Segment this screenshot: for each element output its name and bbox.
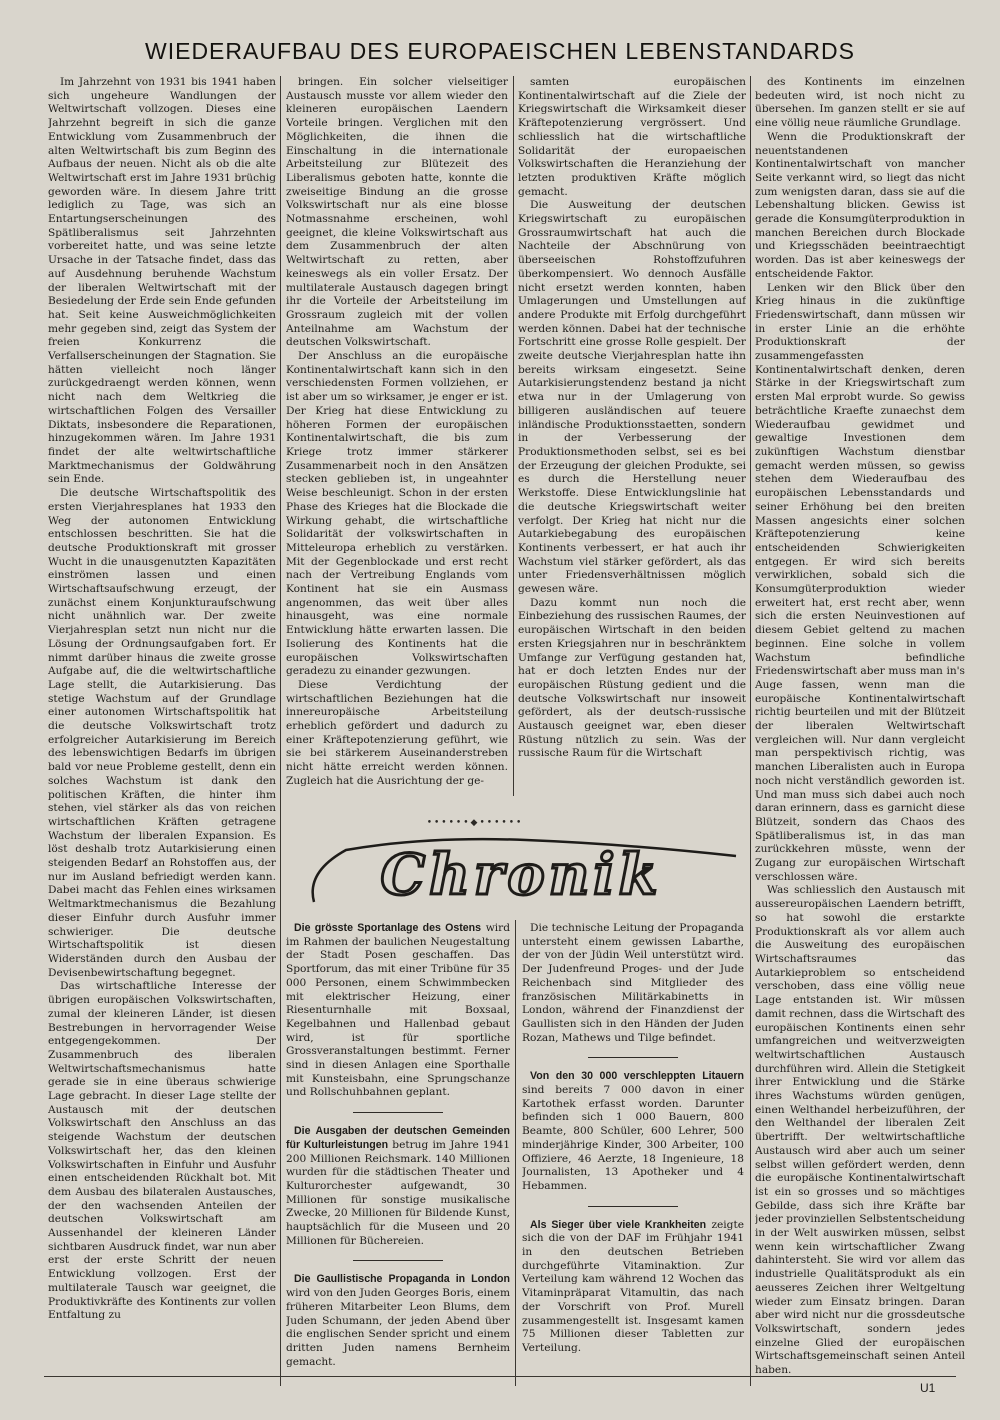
chronik-logo <box>296 832 746 912</box>
article-paragraph: Das wirtschaftliche Interesse der übrigen europäischen Volkswirtschaften, zumal der kleineren Länder, ist diesen Bestrebungen in hervorragender Weise entgegengekommen. Der Zusammenbruch des liberalen Weltwirtschaftsmechanismus hatte gerade sie in eine überaus schwierige Lage gebracht. In dieser Lage stellte der Austausch mit der deutschen Volkswirtschaft den Anschluss an das steigende Wachstum der deutschen Volkswirtschaft her, das den kleinen Volkswirtschaften in Einfuhr und Ausfuhr einen entscheidenden Rückhalt bot. Mit dem Ausbau des bilateralen Austausches, der den wachsenden Anteilen der deutschen Volkswirtschaft am Aussenhandel der kleineren Länder sichtbaren Ausdruck findet, war nun aber erst der erste Schritt der neuen Entwicklung vollzogen. Erst der multilaterale Tausch war geeignet, die Produktivkräfte des Kontinents zur vollen Entfaltung zu <box>48 980 276 1322</box>
article-paragraph: samten europäischen Kontinentalwirtschaft auf die Ziele der Kriegswirtschaft die Wirksamkeit dieser Kräftepotenzierung vergrössert. Und schliesslich hat die wirtschaftliche Solidarität der europaeischen Volkswirtschaften die Heranziehung der letzten produktiven Kräfte möglich gemacht. <box>518 76 746 198</box>
article-column-1 <box>48 76 276 1376</box>
chronik-item <box>286 1125 510 1248</box>
article-paragraph: Was schliesslich den Austausch mit aussereuropäischen Laendern betrifft, so hat sowohl die erstarkte Produktionskraft als vor allem auch die Ausweitung des europäischen Wirtschaftsraumes das Autarkieproblem so entscheidend verschoben, dass eine völlig neue Lage entstanden ist. Wir müssen damit rechnen, dass die Wirtschaft des europäischen Kontinents einen sehr umfangreichen und weitverzweigten weltwirtschaftlichen Austausch durchführen wird. Allein die Stetigkeit ihrer Entwicklung und die Stärke ihres Wachstums würden genügen, einen Welthandel herbeizuführen, der den Welthandel der liberalen Zeit übertrifft. Der weltwirtschaftliche Austausch wird aber auch um seiner selbst willen gefördert werden, denn die europäische Kontinentalwirtschaft ist ein so grosses und so mächtiges Gebilde, dass sich ihre Kräfte bar jeder provinziellen Selbstentscheidung in der Welt auswirken müssen, selbst wenn kein wirtschaftlicher Zwang dahintersteht. Sie wird vor allem das industrielle Qualitätsprodukt als ein aeusseres Zeichen ihrer Weltgeltung wieder zum Einsatz bringen. Daran aber wird nicht nur die grossdeutsche Volkswirtschaft, sondern jedes einzelne Glied der europäischen Wirtschaftsgemeinschaft seinen Anteil haben. <box>755 884 965 1376</box>
article-paragraph: Im Jahrzehnt von 1931 bis 1941 haben sich ungeheure Wandlungen der Weltwirtschaft vollzogen. Dieses eine Jahrzehnt begreift in sich die ganze Entwicklung vom Zusammenbruch der alten Weltwirtschaft bis zum Beginn des Aufbaus der neuen. Nicht als ob die alte Weltwirtschaft erst im Jahre 1931 brüchig geworden wäre. In diesem Jahre tritt lediglich zu Tage, was sich an Entartungserscheinungen des Spätliberalismus seit Jahrzehnten vorbereitet hatte, und was seine letzte Ursache in der Tatsache findet, dass das auf Ausdehnung beruhende Wachstum der liberalen Weltwirtschaft mit der Besiedelung der Erde sein Ende gefunden hat. Seit keine Ausweichmöglichkeiten mehr gegeben sind, zeigt das System der freien Konkurrenz die Verfallserscheinungen der Stagnation. Sie hätten vielleicht noch länger zurückgedraengt werden können, wenn nicht nach dem Weltkrieg die wirtschaftlichen Folgen des Versailler Diktats, insbesondere die Reparationen, hinzugekommen wären. Im Jahre 1931 findet der alte weltwirtschaftliche Marktmechanismus der Goldwährung sein Ende. <box>48 76 276 486</box>
ornament-divider: ••••••◆•••••• <box>426 818 524 828</box>
chronik-item-text: zeigte sich die von der DAF im Frühjahr 1941 in den deutschen Betrieben durchgeführte Vitaminaktion. Zur Verteilung kam während 12 Wochen das Vitaminpräparat Vitamultin, das nach der Vorschrift von Prof. Murell zusammengestellt ist. Insgesamt kamen 75 Millionen dieser Tabletten zur Verteilung. <box>522 1218 744 1354</box>
chronik-column-left <box>286 922 510 1374</box>
chronik-item-lead: Die Ausgaben der deutschen Gemeinden für Kulturleistungen <box>286 1125 510 1151</box>
article-paragraph: Die deutsche Wirtschaftspolitik des ersten Vierjahresplanes hat 1933 den Weg der autonomen Entwicklung entschlossen beschritten. Sie hat die deutsche Produktionskraft mit grosser Wucht in die unausgenutzten Kapazitäten einströmen lassen und einen Wirtschaftsaufschwung erzeugt, der zunächst einem Konjunkturaufschwung nicht unähnlich war. Der zweite Vierjahresplan setzt nun nicht nur die Lösung der Ordnungsaufgaben fort. Er nimmt darüber hinaus die zweite grosse Aufgabe auf, die die weltwirtschaftliche Lage stellt, die Autarkisierung. Das stetige Wachstum auf der Grundlage einer autonomen Wirtschaftspolitik hat die deutsche Volkswirtschaft trotz erfolgreicher Autarkisierung im Bereich des lebenswichtigen Bedarfs im übrigen bald vor neue Probleme gestellt, denn ein solches Wachstum ist dank den politischen Kräften, die hinter ihm stehen, viel stärker als das von reichen wirtschaftlichen Kräften getragene Wachstum der liberalen Expansion. Es löst deshalb trotz Autarkisierung einen steigenden Bedarf an Rohstoffen aus, der nur im Ausland befriedigt werden kann. Dabei macht das Fehlen eines wirksamen Weltmarktmechanismus die Bezahlung dieser Einfuhr durch Ausfuhr immer schwieriger. Die deutsche Wirtschaftspolitik ist diesen Widerständen durch den Ausbau der Devisenbewirtschaftung begegnet. <box>48 487 276 979</box>
chronik-item-text: Die technische Leitung der Propaganda untersteht einem gewissen Labarthe, der von der Jüdin Weil unterstützt wird. Der Judenfreund Proges- und der Jude Reichenbach sind Mitglieder des französischen Militärkabinetts in London, während der Finanzdienst der Gaullisten sich in den Händen der Juden Rozan, Mathews und Tilge befindet. <box>522 922 744 1044</box>
article-paragraph: Diese Verdichtung der wirtschaftlichen Beziehungen hat die innereuropäische Arbeitsteilung erheblich gefördert und dadurch zu einer Kräftepotenzierung geführt, wie sie bei stärkerem Auseinanderstreben nicht hätte erreicht werden können. Zugleich hat die Ausrichtung der ge- <box>286 678 508 787</box>
chronik-item-divider <box>588 1206 678 1207</box>
chronik-item-text: betrug im Jahre 1941 200 Millionen Reichsmark. 140 Millionen wurden für die städtischen Theater und Kulturorchester aufgewandt, 30 Millionen für sonstige musikalische Zwecke, 20 Millionen für Bildende Kunst, hauptsächlich für die Museen und 20 Millionen für Büchereien. <box>286 1138 510 1247</box>
chronik-item <box>286 1273 510 1369</box>
chronik-item-text: wird im Rahmen der baulichen Neugestaltung der Stadt Posen geschaffen. Das Sportforum, das mit einer Tribüne für 35 000 Personen, einem Schwimmbecken mit elektrischer Heizung, einer Riesenturnhalle mit Boxsaal, Kegelbahnen und Hallenbad gebaut wird, ist für sportliche Grossveranstaltungen bestimmt. Ferner sind in diesen Anlagen eine Sporthalle mit Kunsteisbahn, eine Sprungschanze und Rollschuhbahnen geplant. <box>286 922 510 1099</box>
bottom-rule <box>44 1376 956 1377</box>
article-paragraph: Lenken wir den Blick über den Krieg hinaus in die zukünftige Friedenswirtschaft, dann müssen wir in erster Linie an die erhöhte Produktionskraft der zusammengefassten Kontinentalwirtschaft denken, deren Stärke in der Kriegswirtschaft zum ersten Mal erprobt wurde. So gewiss beträchtliche Kraefte zunaechst dem Wiederaufbau gewidmet und gewaltige Investionen dem zukünftigen Wachstum dienstbar gemacht werden müssen, so gewiss stehen dem Wiederaufbau des europäischen Lebensstandards und seiner Erhöhung bei den breiten Massen angesichts einer solchen Kräftepotenzierung keine entscheidenden Schwierigkeiten entgegen. Er wird sich bereits verwirklichen, sobald sich die Konsumgüterproduktion wieder erweitert hat, erst recht aber, wenn sich die ersten Neuinvestionen auf diesem Gebiet geltend zu machen beginnen. Eine solche in vollem Wachstum befindliche Friedenswirtschaft aber muss man in's Auge fassen, wenn man die europäische Kontinentalwirtschaft richtig beurteilen und mit der Blützeit der liberalen Weltwirtschaft vergleichen will. Nur dann vergleicht man perspektivisch richtig, was manchen Liberalisten auch in Europa noch nicht verständlich geworden ist. Und man muss sich dabei auch noch daran erinnern, dass es garnicht diese Blützeit, sondern das Chaos des Spätliberalismus ist, in das man zurückkehren müsste, wenn der Zugang zur europäischen Wirtschaft verschlossen wäre. <box>755 281 965 883</box>
chronik-item-text: wird von den Juden Georges Boris, einem früheren Mitarbeiter Leon Blums, dem Juden Schumann, der jeden Abend über die englischen Sender spricht und einem dritten Juden namens Bernheim gemacht. <box>286 1287 510 1368</box>
article-paragraph: bringen. Ein solcher vielseitiger Austausch musste vor allem wieder den kleineren europäischen Laendern Vorteile bringen. Verglichen mit den Möglichkeiten, die ihnen die Einschaltung in die internationale Arbeitsteilung zur Blütezeit des Liberalismus geboten hatte, konnte die zweiseitige Bindung an die grosse Volkswirtschaft nur als eine blosse Notmassnahme erscheinen, wohl geeignet, die kleine Volkswirtschaft aus dem Zusammenbruch der alten Weltwirtschaft zu retten, aber keineswegs als ein voller Ersatz. Der multilaterale Austausch dagegen bringt ihr die Vorteile der Arbeitsteilung im Grossraum zugleich mit der vollen Anteilnahme am Wachstum der deutschen Volkswirtschaft. <box>286 76 508 349</box>
column-rule <box>280 76 281 1386</box>
article-column-3 <box>518 76 746 796</box>
chronik-item-text: sind bereits 7 000 davon in einer Kartothek erfasst worden. Darunter befinden sich 1 000 Bauern, 800 Beamte, 800 Schüler, 600 Lehrer, 500 minderjährige Kinder, 300 Arbeiter, 100 Offiziere, 46 Aerzte, 18 Ingenieure, 18 Journalisten, 13 Apotheker und 4 Hebammen. <box>522 1084 744 1192</box>
article-paragraph: Wenn die Produktionskraft der neuentstandenen Kontinentalwirtschaft von mancher Seite verkannt wird, so liegt das nicht zum wenigsten daran, dass sie auf die Lebenshaltung blicken. Gewiss ist gerade die Konsumgüterproduktion in manchen Bereichen durch Blockade und Kriegsschäden beeintraechtigt worden. Das ist aber keineswegs der entscheidende Faktor. <box>755 130 965 280</box>
chronik-item-lead: Als Sieger über viele Krankheiten <box>530 1218 707 1231</box>
article-column-4 <box>755 76 965 1376</box>
chronik-item-lead: Von den 30 000 verschleppten Litauern <box>530 1070 744 1083</box>
chronik-item-lead: Die grösste Sportanlage des Ostens <box>294 922 482 934</box>
chronik-column-right <box>522 922 744 1374</box>
chronik-item <box>286 922 510 1100</box>
column-rule <box>750 76 751 1386</box>
chronik-item-divider <box>353 1112 443 1113</box>
chronik-item-divider <box>588 1057 678 1058</box>
article-paragraph: Die Ausweitung der deutschen Kriegswirtschaft zu europäischen Grossraumwirtschaft hat auch die Nachteile der Abschnürung von überseeischen Rohstoffzufuhren überkompensiert. Wo dennoch Ausfälle nicht ersetzt werden konnten, haben Umlagerungen und Umstellungen auf andere Produkte mit Erfolg durchgeführt werden können. Dabei hat der technische Fortschritt eine grosse Rolle gespielt. Der zweite deutsche Vierjahresplan hatte ihn bereits wirksam eingesetzt. Seine Autarkisierungstendenz bestand ja nicht etwa nur in der Umlagerung von billigeren ausländischen auf teuere inländische Produktionsstaetten, sondern in der Verbesserung der Produktionsmethoden selbst, sei es bei der Erzeugung der gleichen Produkte, sei es durch die Herstellung neuer Werkstoffe. Diese Entwicklungslinie hat die deutsche Kriegswirtschaft weiter verfolgt. Der Krieg hat nicht nur die Autarkiebegabung des europäischen Kontinents verbessert, er hat auch ihr Wachstum viel stärker gefördert, als das unter Friedensverhältnissen möglich gewesen wäre. <box>518 199 746 596</box>
page-number: U1 <box>920 1381 936 1395</box>
article-paragraph: Der Anschluss an die europäische Kontinentalwirtschaft kann sich in den verschiedensten Formen vollziehen, er ist aber um so wirksamer, je enger er ist. Der Krieg hat diese Entwicklung zu höheren Formen der europäischen Kontinentalwirtschaft, die bis zum Kriege trotz immer stärkerer Zusammenarbeit noch in den Ansätzen stecken geblieben ist, in ungeahnter Weise beschleunigt. Schon in der ersten Phase des Krieges hat die Blockade die Wirkung gehabt, die wirtschaftliche Solidarität der volkswirtschaften in Mitteleuropa erheblich zu verstärken. Mit der Gegenblockade und erst recht nach der Vertreibung Englands vom Kontinent hat sie ein Ausmass angenommen, das weit über alles hinausgeht, was eine normale Entwicklung hätte erwarten lassen. Die Isolierung des Kontinents hat die europäischen Volkswirtschaften geradezu zu einander gezwungen. <box>286 350 508 678</box>
page-title: WIEDERAUFBAU DES EUROPAEISCHEN LEBENSTANDARDS <box>145 38 855 64</box>
article-column-2 <box>286 76 508 796</box>
chronik-item-lead: Die Gaullistische Propaganda in London <box>294 1273 510 1286</box>
chronik-item-divider <box>353 1260 443 1261</box>
article-paragraph: Dazu kommt nun noch die Einbeziehung des russischen Raumes, der europäischen Wirtschaft in den beiden ersten Kriegsjahren nur in beschränktem Umfange zur Verfügung gestanden hat, hat er doch letzten Endes nur der europäischen Rüstung gedient und die deutsche Volkswirtschaft nur insoweit gefördert, als der deutsch-russische Austausch geeignet war, eben dieser Rüstung nützlich zu sein. Was der russische Raum für die Wirtschaft <box>518 596 746 760</box>
column-rule <box>513 76 514 796</box>
article-paragraph: des Kontinents im einzelnen bedeuten wird, ist noch nicht zu übersehen. Im ganzen stellt er sie auf eine völlig neue räumliche Grundlage. <box>755 76 965 130</box>
column-rule <box>515 920 516 1386</box>
chronik-logo-graphic <box>296 832 746 912</box>
chronik-item <box>522 1070 744 1193</box>
chronik-logo-text: Chronik <box>380 842 662 908</box>
chronik-item <box>522 922 744 1045</box>
chronik-item <box>522 1219 744 1356</box>
